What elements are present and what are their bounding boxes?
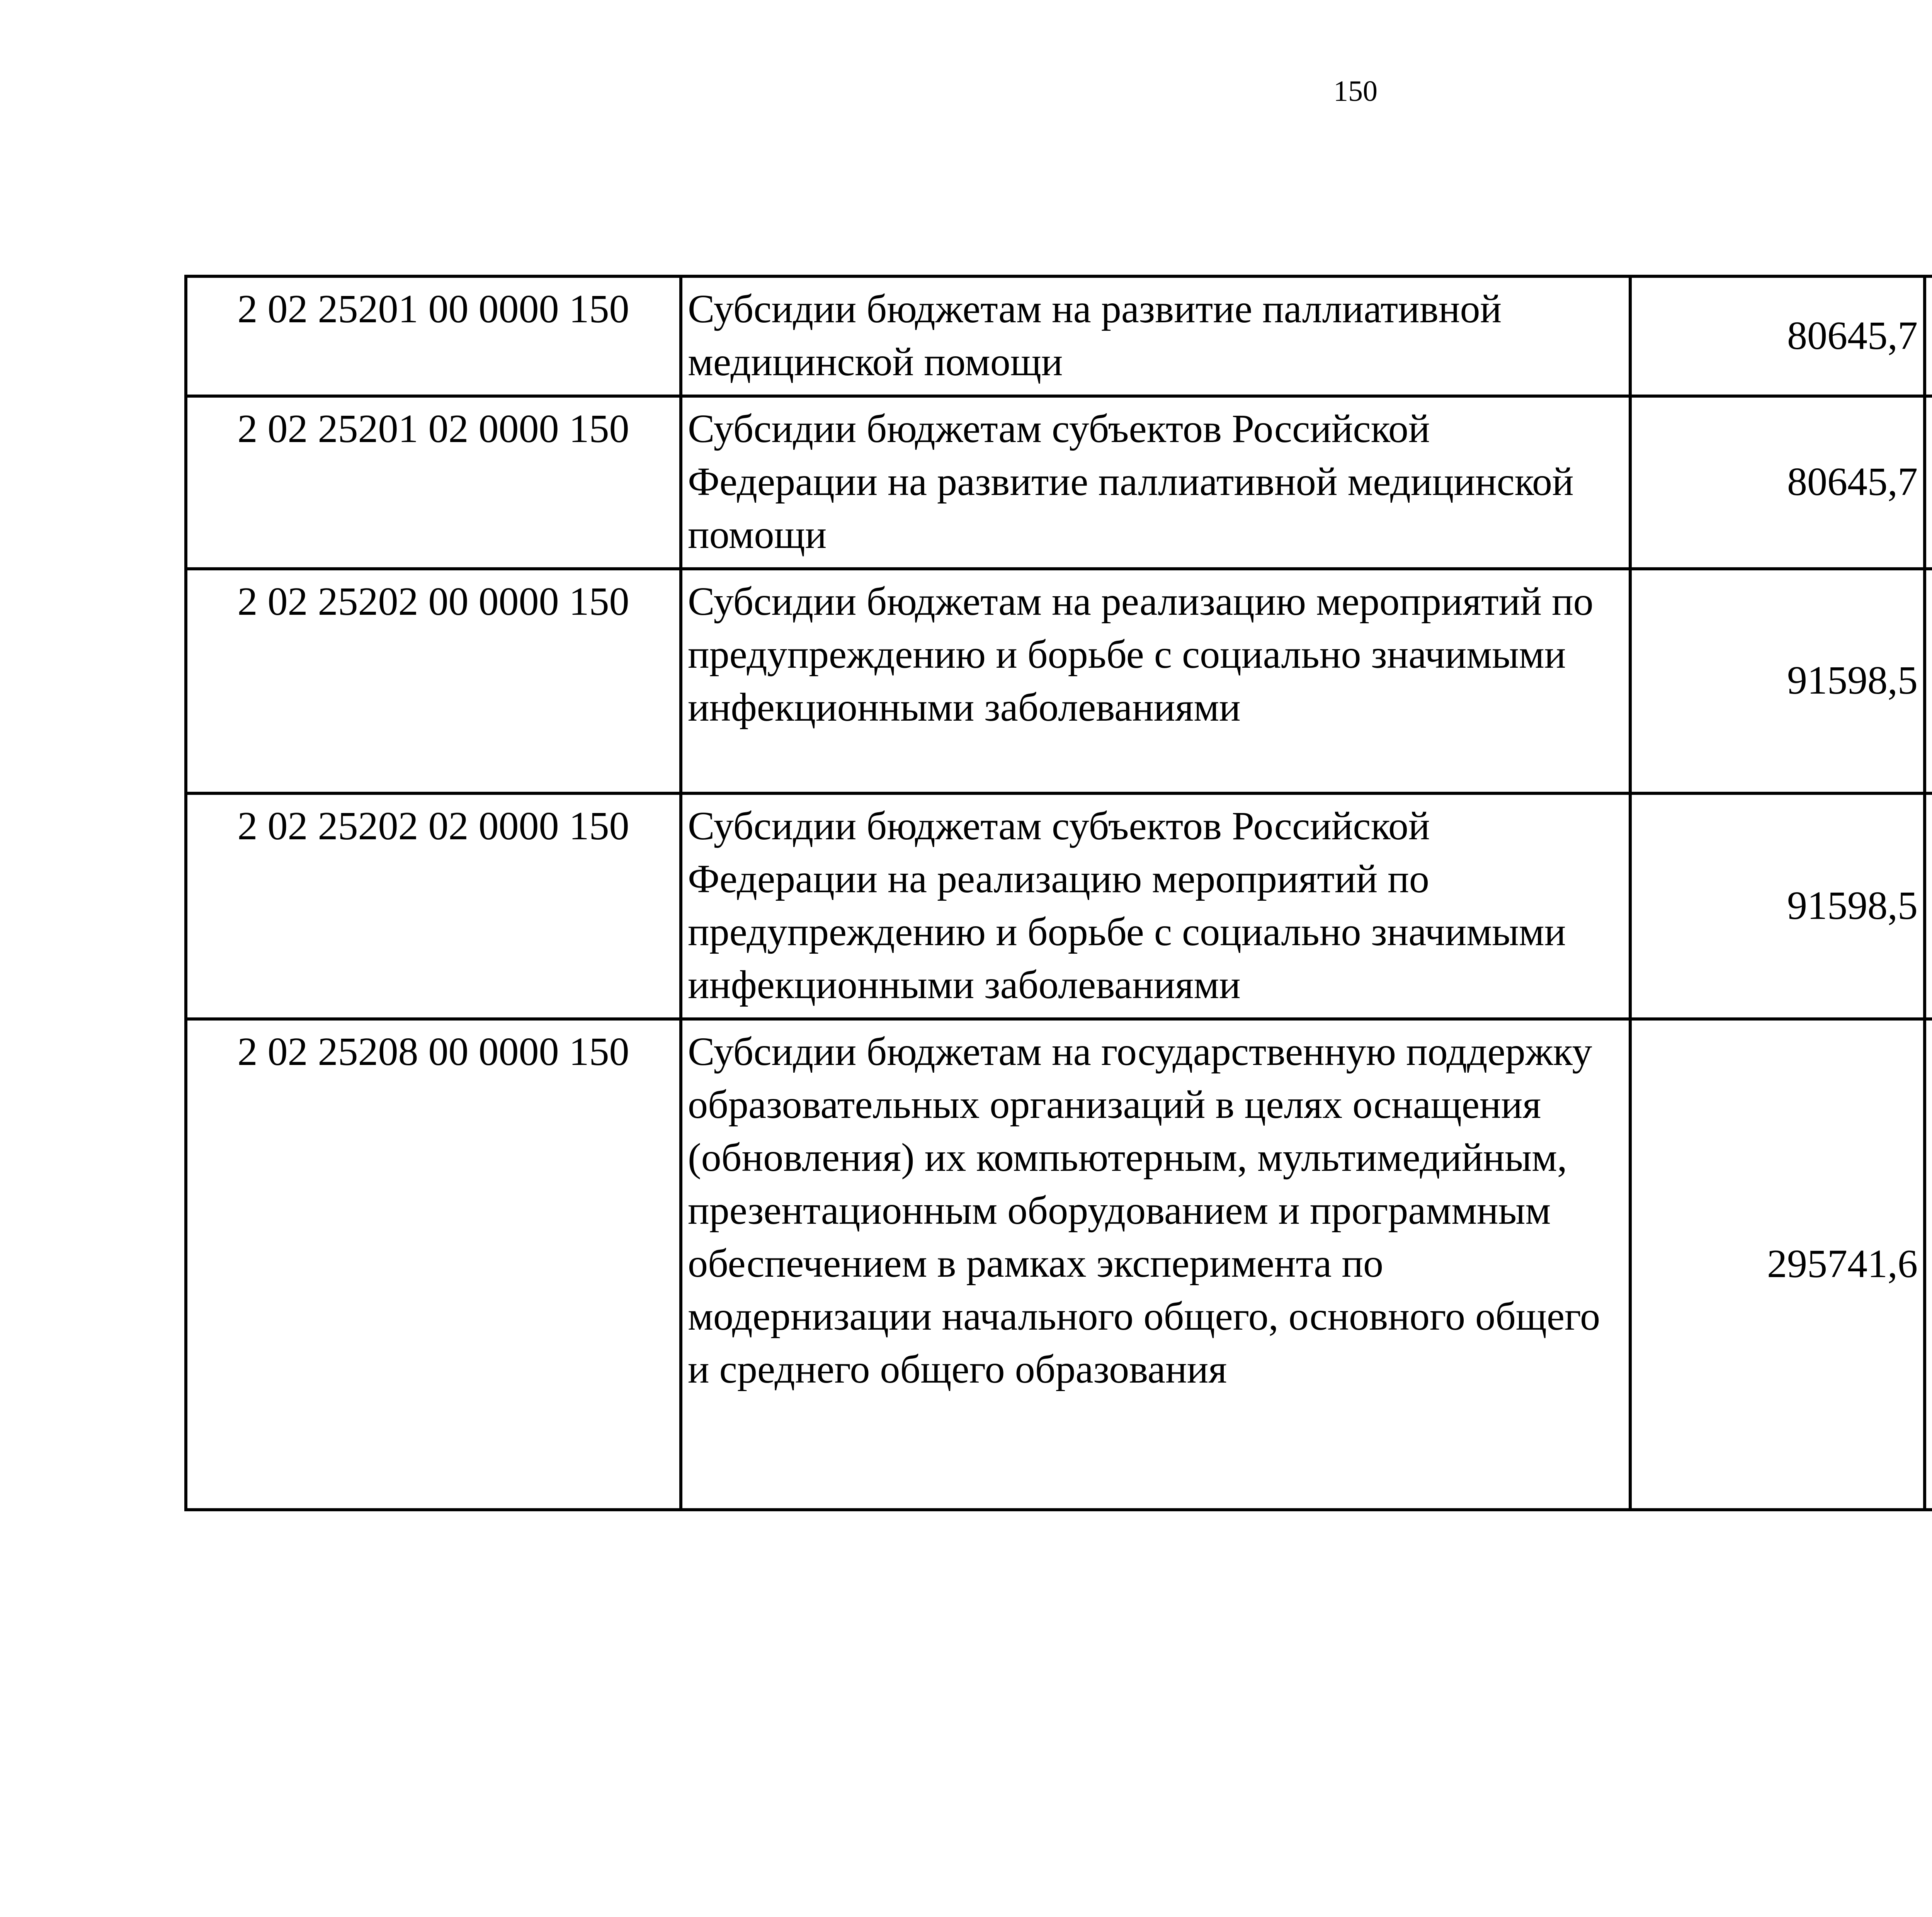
- budget-code: 2 02 25201 02 0000 150: [186, 396, 681, 569]
- amount-year-2: [1925, 793, 1932, 1019]
- page-number: 150: [1333, 75, 1378, 107]
- amount-year-1: 91598,5: [1630, 569, 1925, 793]
- budget-code: 2 02 25202 00 0000 150: [186, 569, 681, 793]
- amount-year-2: [1925, 569, 1932, 793]
- table-row: [186, 793, 1932, 1019]
- table-row: [186, 276, 1932, 396]
- budget-description: Субсидии бюджетам субъектов Российской Федерации на развитие паллиативной медицинской помощи: [681, 396, 1630, 569]
- amount-year-2: [1925, 396, 1932, 569]
- amount-year-1: 91598,5: [1630, 793, 1925, 1019]
- budget-description: Субсидии бюджетам на развитие паллиативной медицинской помощи: [681, 276, 1630, 396]
- table-row: [186, 1019, 1932, 1510]
- budget-code: 2 02 25201 00 0000 150: [186, 276, 681, 396]
- budget-code: 2 02 25208 00 0000 150: [186, 1019, 681, 1510]
- table-row: [186, 569, 1932, 793]
- amount-year-1: 80645,7: [1630, 276, 1925, 396]
- budget-table: [184, 275, 1932, 1511]
- budget-code: 2 02 25202 02 0000 150: [186, 793, 681, 1019]
- amount-year-1: 80645,7: [1630, 396, 1925, 569]
- amount-year-2: [1925, 1019, 1932, 1510]
- table-row: [186, 396, 1932, 569]
- amount-year-1: 295741,6: [1630, 1019, 1925, 1510]
- amount-year-2: [1925, 276, 1932, 396]
- budget-description: Субсидии бюджетам на реализацию мероприятий по предупреждению и борьбе с социально значимыми инфекционными заболеваниями: [681, 569, 1630, 793]
- budget-description: Субсидии бюджетам субъектов Российской Федерации на реализацию мероприятий по предупреждению и борьбе с социально значимыми инфекционными заболеваниями: [681, 793, 1630, 1019]
- budget-description: Субсидии бюджетам на государственную поддержку образовательных организаций в целях оснащения (обновления) их компьютерным, мультимедийным, презентационным оборудованием и программным обеспечением в рамках эксперимента по модернизации начального общего, основного общего и среднего общего образования: [681, 1019, 1630, 1510]
